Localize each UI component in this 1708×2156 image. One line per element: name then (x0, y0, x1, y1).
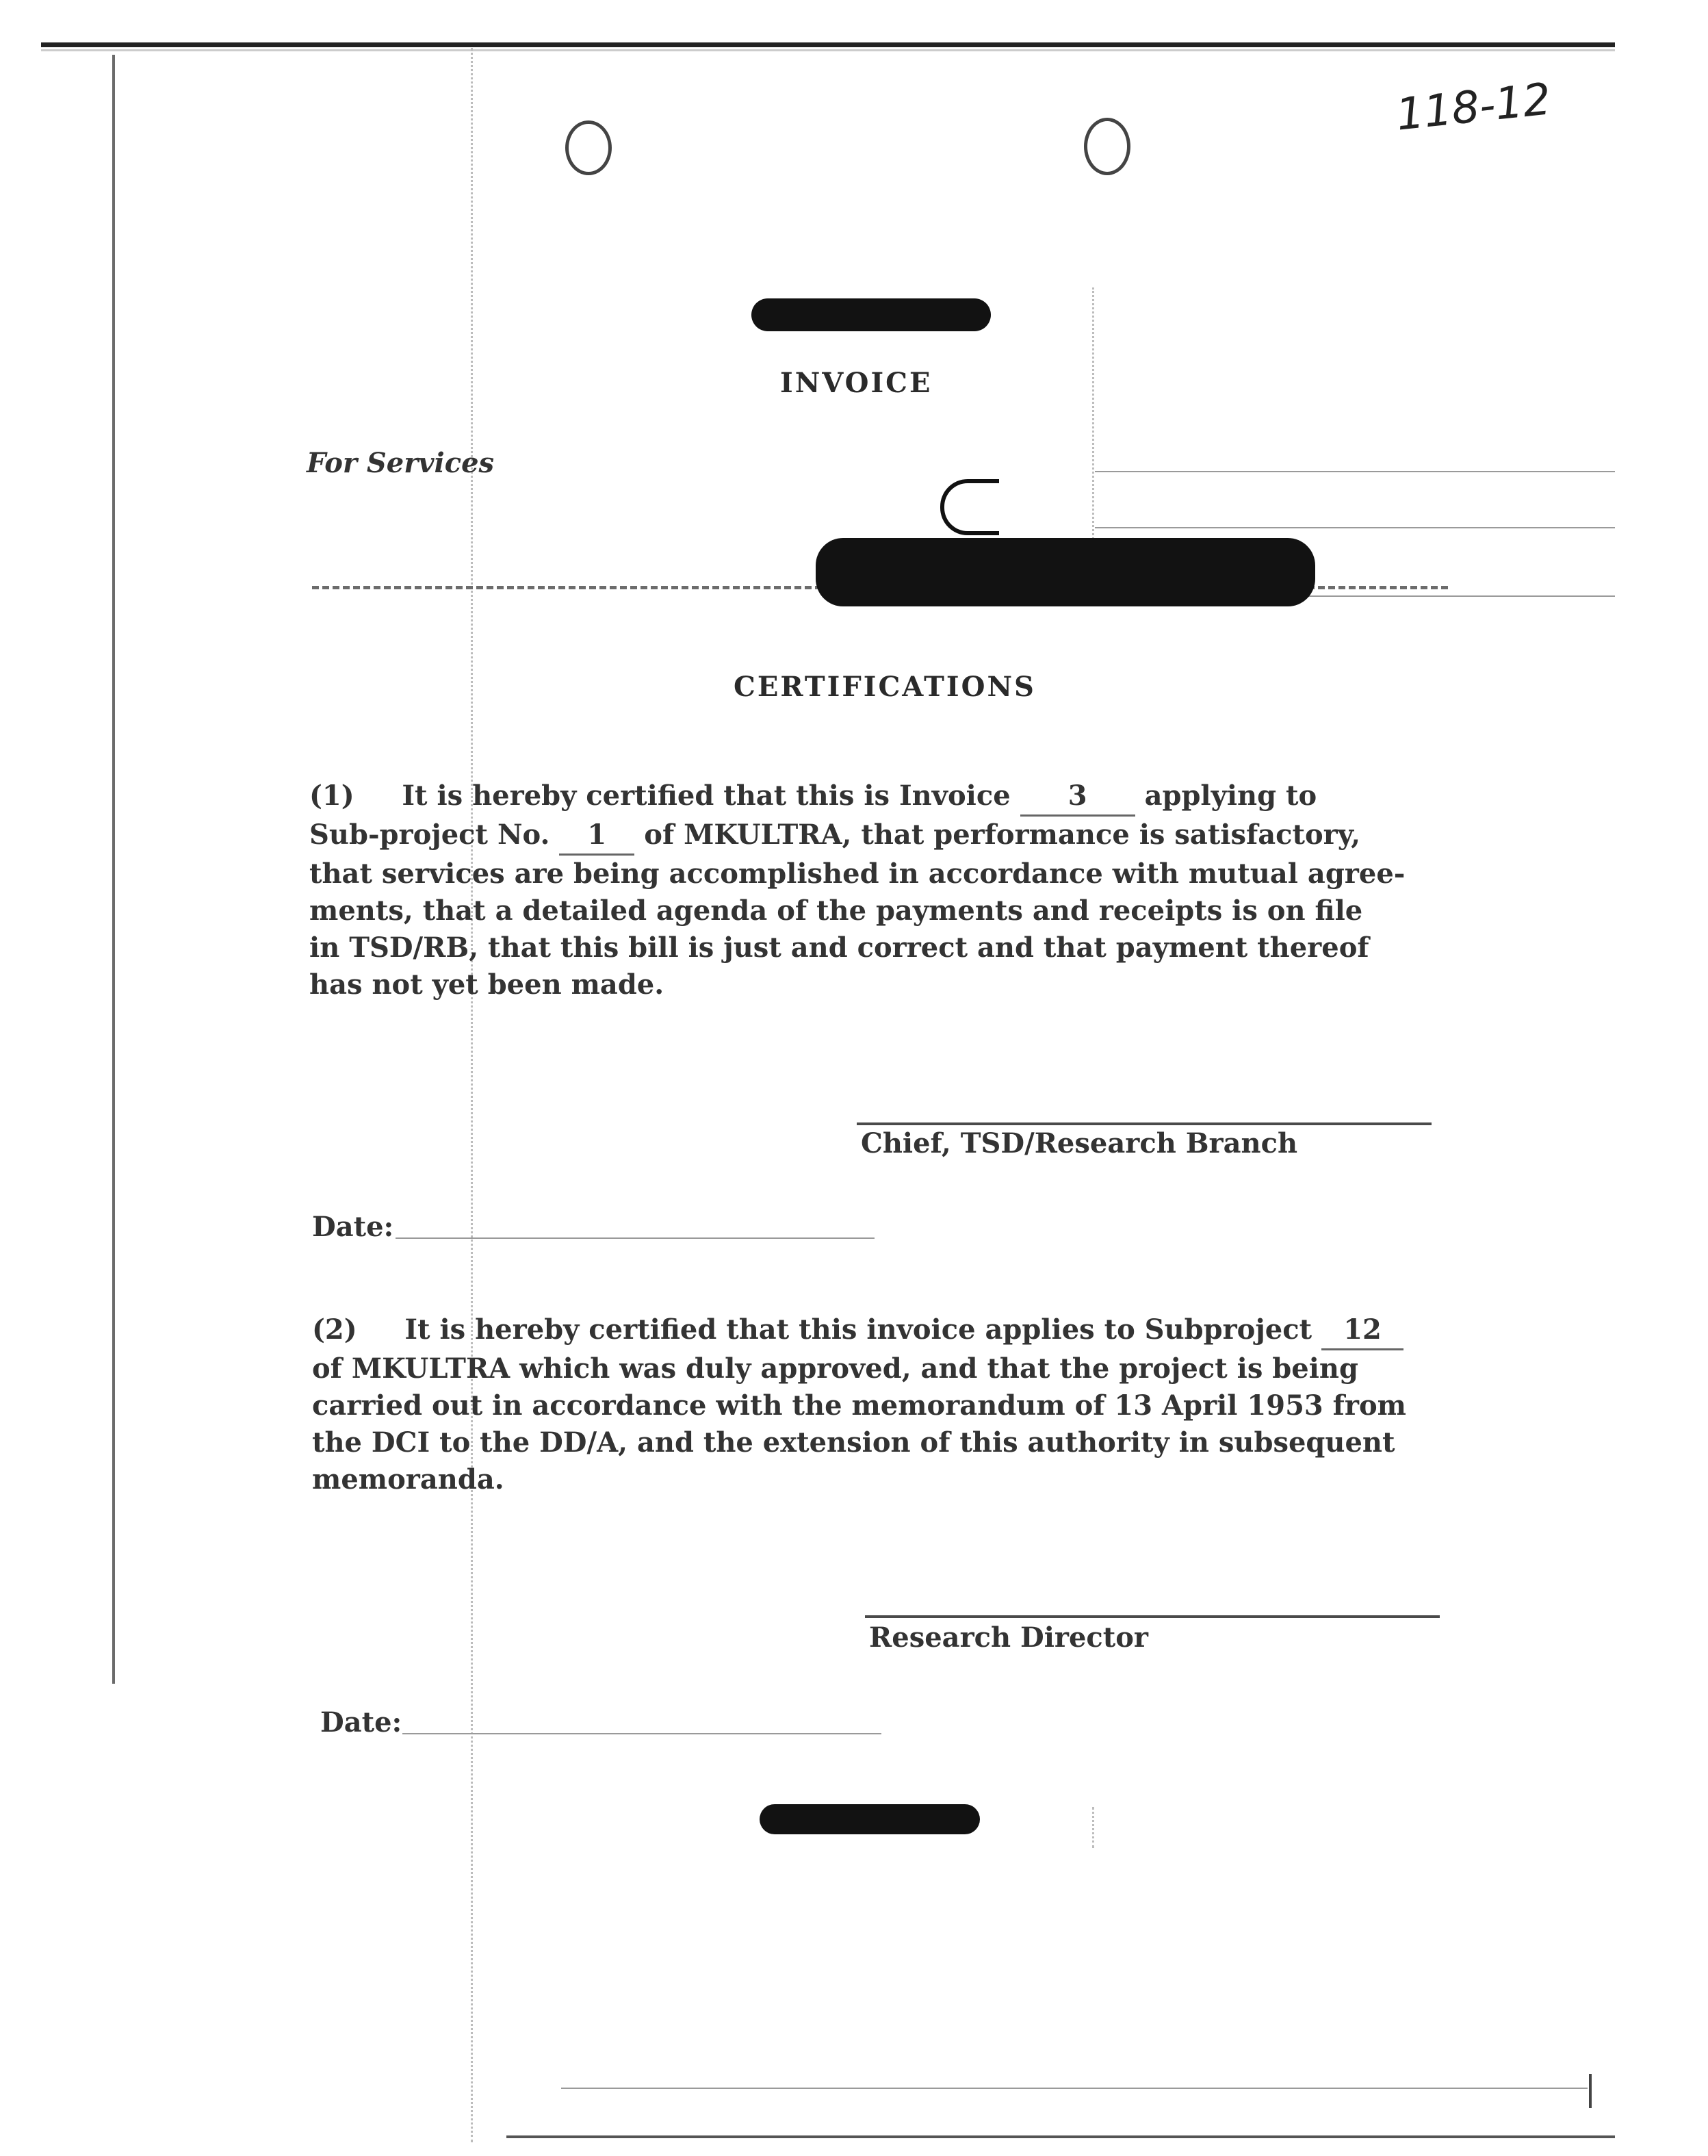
certification-2-text-a: It is hereby certified that this invoice applies to Subproject (404, 1313, 1312, 1346)
date-1-label: Date: (312, 1211, 394, 1243)
handwritten-c-mark (940, 479, 999, 535)
services-line-2 (1095, 527, 1615, 528)
redaction-top (751, 298, 991, 331)
top-rule (41, 42, 1615, 47)
date-1-line (396, 1237, 875, 1239)
redaction-bottom (760, 1804, 980, 1834)
certification-2-line-1 (312, 1311, 1475, 1350)
handwritten-reference: 118-12 (1393, 74, 1553, 141)
services-line-1 (1095, 471, 1615, 472)
certification-2-line-5: memoranda. (312, 1463, 504, 1496)
binder-hole-right (1084, 118, 1130, 175)
certification-1-line-5: in TSD/RB, that this bill is just and correct and that payment thereof (309, 932, 1369, 964)
bottom-tick-mark (1589, 2074, 1592, 2108)
certification-1-line-6: has not yet been made. (309, 968, 664, 1001)
certification-1-line-3: that services are being accomplished in accordance with mutual agree- (309, 858, 1406, 890)
certification-1-line-2 (309, 817, 1473, 856)
date-2-line (402, 1733, 881, 1734)
certification-2-line-3: carried out in accordance with the memorandum of 13 April 1953 from (312, 1389, 1406, 1422)
subproject-2-blank: 12 (1321, 1311, 1403, 1350)
certification-1-text-d: of MKULTRA, that performance is satisfactory, (644, 819, 1361, 851)
binder-hole-left (565, 120, 612, 175)
certification-2-line-2: of MKULTRA which was duly approved, and that the project is being (312, 1352, 1358, 1385)
top-rule-shadow (41, 49, 1615, 51)
bottom-rule-faint (561, 2088, 1588, 2089)
signature-1-title: Chief, TSD/Research Branch (861, 1127, 1298, 1159)
for-services-label: For Services (307, 447, 495, 479)
bottom-rule (506, 2135, 1615, 2138)
date-2-label: Date: (320, 1706, 402, 1738)
certification-1 (309, 778, 1473, 1003)
redaction-middle (816, 538, 1315, 606)
certification-1-line-1 (309, 778, 1473, 817)
certification-2 (312, 1311, 1475, 1498)
invoice-number-blank: 3 (1020, 778, 1135, 817)
certification-2-line-4: the DCI to the DD/A, and the extension of this authority in subsequent (312, 1426, 1395, 1459)
subproject-number-blank: 1 (559, 817, 634, 856)
certification-1-number: (1) (309, 780, 354, 812)
certification-1-text-c: Sub-project No. (309, 819, 550, 851)
signature-2-line (865, 1615, 1440, 1618)
invoice-title: INVOICE (780, 367, 933, 399)
left-margin-line (112, 55, 115, 1684)
column-guide-left (471, 48, 473, 2142)
separator-tail-line (1286, 595, 1615, 597)
certification-1-line-4: ments, that a detailed agenda of the payments and receipts is on file (309, 895, 1363, 927)
certification-2-number: (2) (312, 1313, 357, 1346)
column-guide-right-bottom (1092, 1807, 1094, 1848)
certification-1-text-a: It is hereby certified that this is Invoice (402, 780, 1011, 812)
certification-1-text-b: applying to (1144, 780, 1317, 812)
signature-2-title: Research Director (869, 1621, 1149, 1654)
certifications-heading: CERTIFICATIONS (734, 671, 1036, 703)
